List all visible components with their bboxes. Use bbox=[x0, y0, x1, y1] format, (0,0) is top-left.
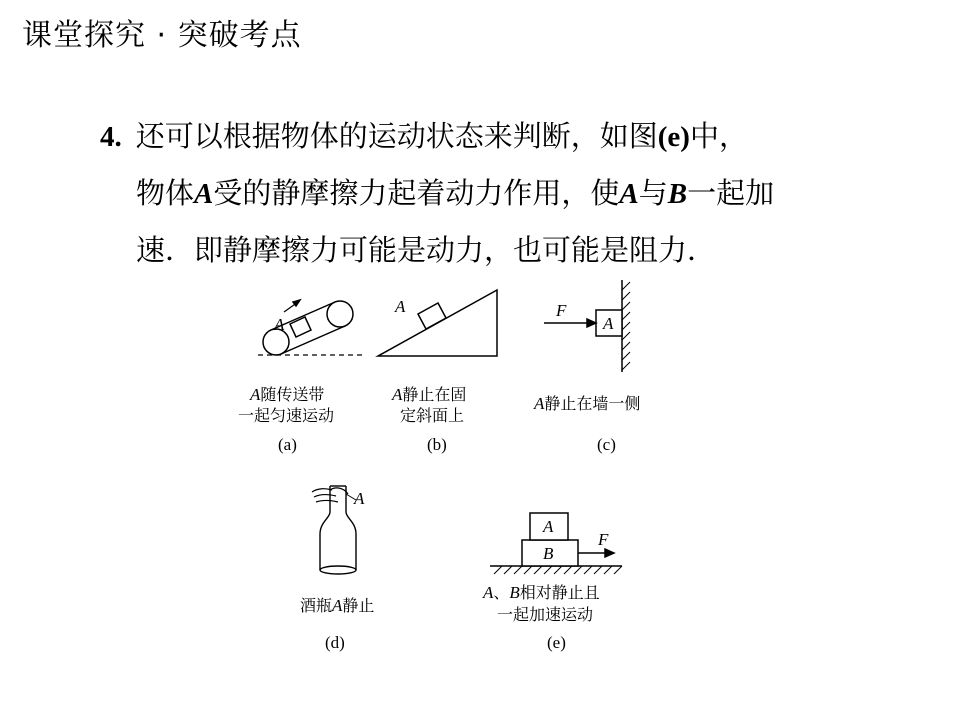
block-a bbox=[418, 303, 446, 329]
fig-b-caption1: A静止在固 bbox=[392, 385, 467, 404]
line2-part-b: 受的静摩擦力起着动力作用，使 bbox=[213, 176, 620, 210]
fig-c-caption: A静止在墙一侧 bbox=[534, 394, 641, 413]
figure-d bbox=[312, 486, 356, 574]
fig-b-label: (b) bbox=[427, 435, 447, 454]
bottle-base bbox=[320, 566, 356, 574]
figure-reference: (e) bbox=[657, 121, 690, 153]
bottle-right-outline bbox=[346, 500, 356, 570]
line1-text: 还可以根据物体的运动状态来判断，如图 bbox=[135, 119, 658, 153]
force-arrowhead bbox=[587, 319, 596, 327]
fig-a-caption1: A随传送带 bbox=[250, 385, 325, 404]
figure-c bbox=[544, 280, 630, 372]
force-arrowhead bbox=[605, 549, 614, 557]
fig-e-label: (e) bbox=[547, 633, 566, 652]
fig-b-obj: A bbox=[395, 297, 406, 316]
fig-a-caption2: 一起匀速运动 bbox=[238, 406, 335, 425]
fig-c-label: (c) bbox=[597, 435, 616, 454]
fig-d-label: (d) bbox=[325, 633, 345, 652]
fig-d-caption: 酒瓶A静止 bbox=[300, 596, 375, 615]
fig-c-obj: A bbox=[603, 314, 614, 333]
belt-roller-top bbox=[327, 301, 353, 327]
fig-c-force: F bbox=[556, 301, 567, 320]
line2-part-c: 与 bbox=[638, 176, 668, 210]
variable-A: A bbox=[619, 178, 639, 210]
variable-A: A bbox=[194, 178, 214, 210]
line2-part-d: 一起加 bbox=[687, 176, 775, 210]
fig-b-caption2: 定斜面上 bbox=[400, 406, 465, 425]
fig-a-obj: A bbox=[274, 315, 285, 334]
fig-e-force: F bbox=[598, 530, 609, 549]
item-number: 4. bbox=[100, 121, 122, 153]
fig-e-obj-b: B bbox=[543, 544, 554, 563]
fig-e-caption1: A、B相对静止且 bbox=[483, 583, 600, 602]
line1-end: 中， bbox=[689, 119, 748, 153]
ground-hatching bbox=[494, 566, 622, 574]
wall-hatching bbox=[622, 282, 630, 370]
fig-a-label: (a) bbox=[278, 435, 297, 454]
section-header: 课堂探究 · 突破考点 bbox=[22, 18, 302, 53]
paragraph-line-3: 速．即静摩擦力可能是动力，也可能是阻力． bbox=[136, 233, 717, 267]
bottle-left-outline bbox=[320, 500, 330, 570]
belt-bottom-line bbox=[281, 326, 345, 354]
variable-B: B bbox=[667, 178, 688, 210]
fig-e-obj-a: A bbox=[543, 517, 554, 536]
line2-part-a: 物体 bbox=[136, 176, 195, 210]
fig-e-caption2: 一起加速运动 bbox=[497, 605, 594, 624]
fig-d-obj: A bbox=[354, 489, 365, 508]
